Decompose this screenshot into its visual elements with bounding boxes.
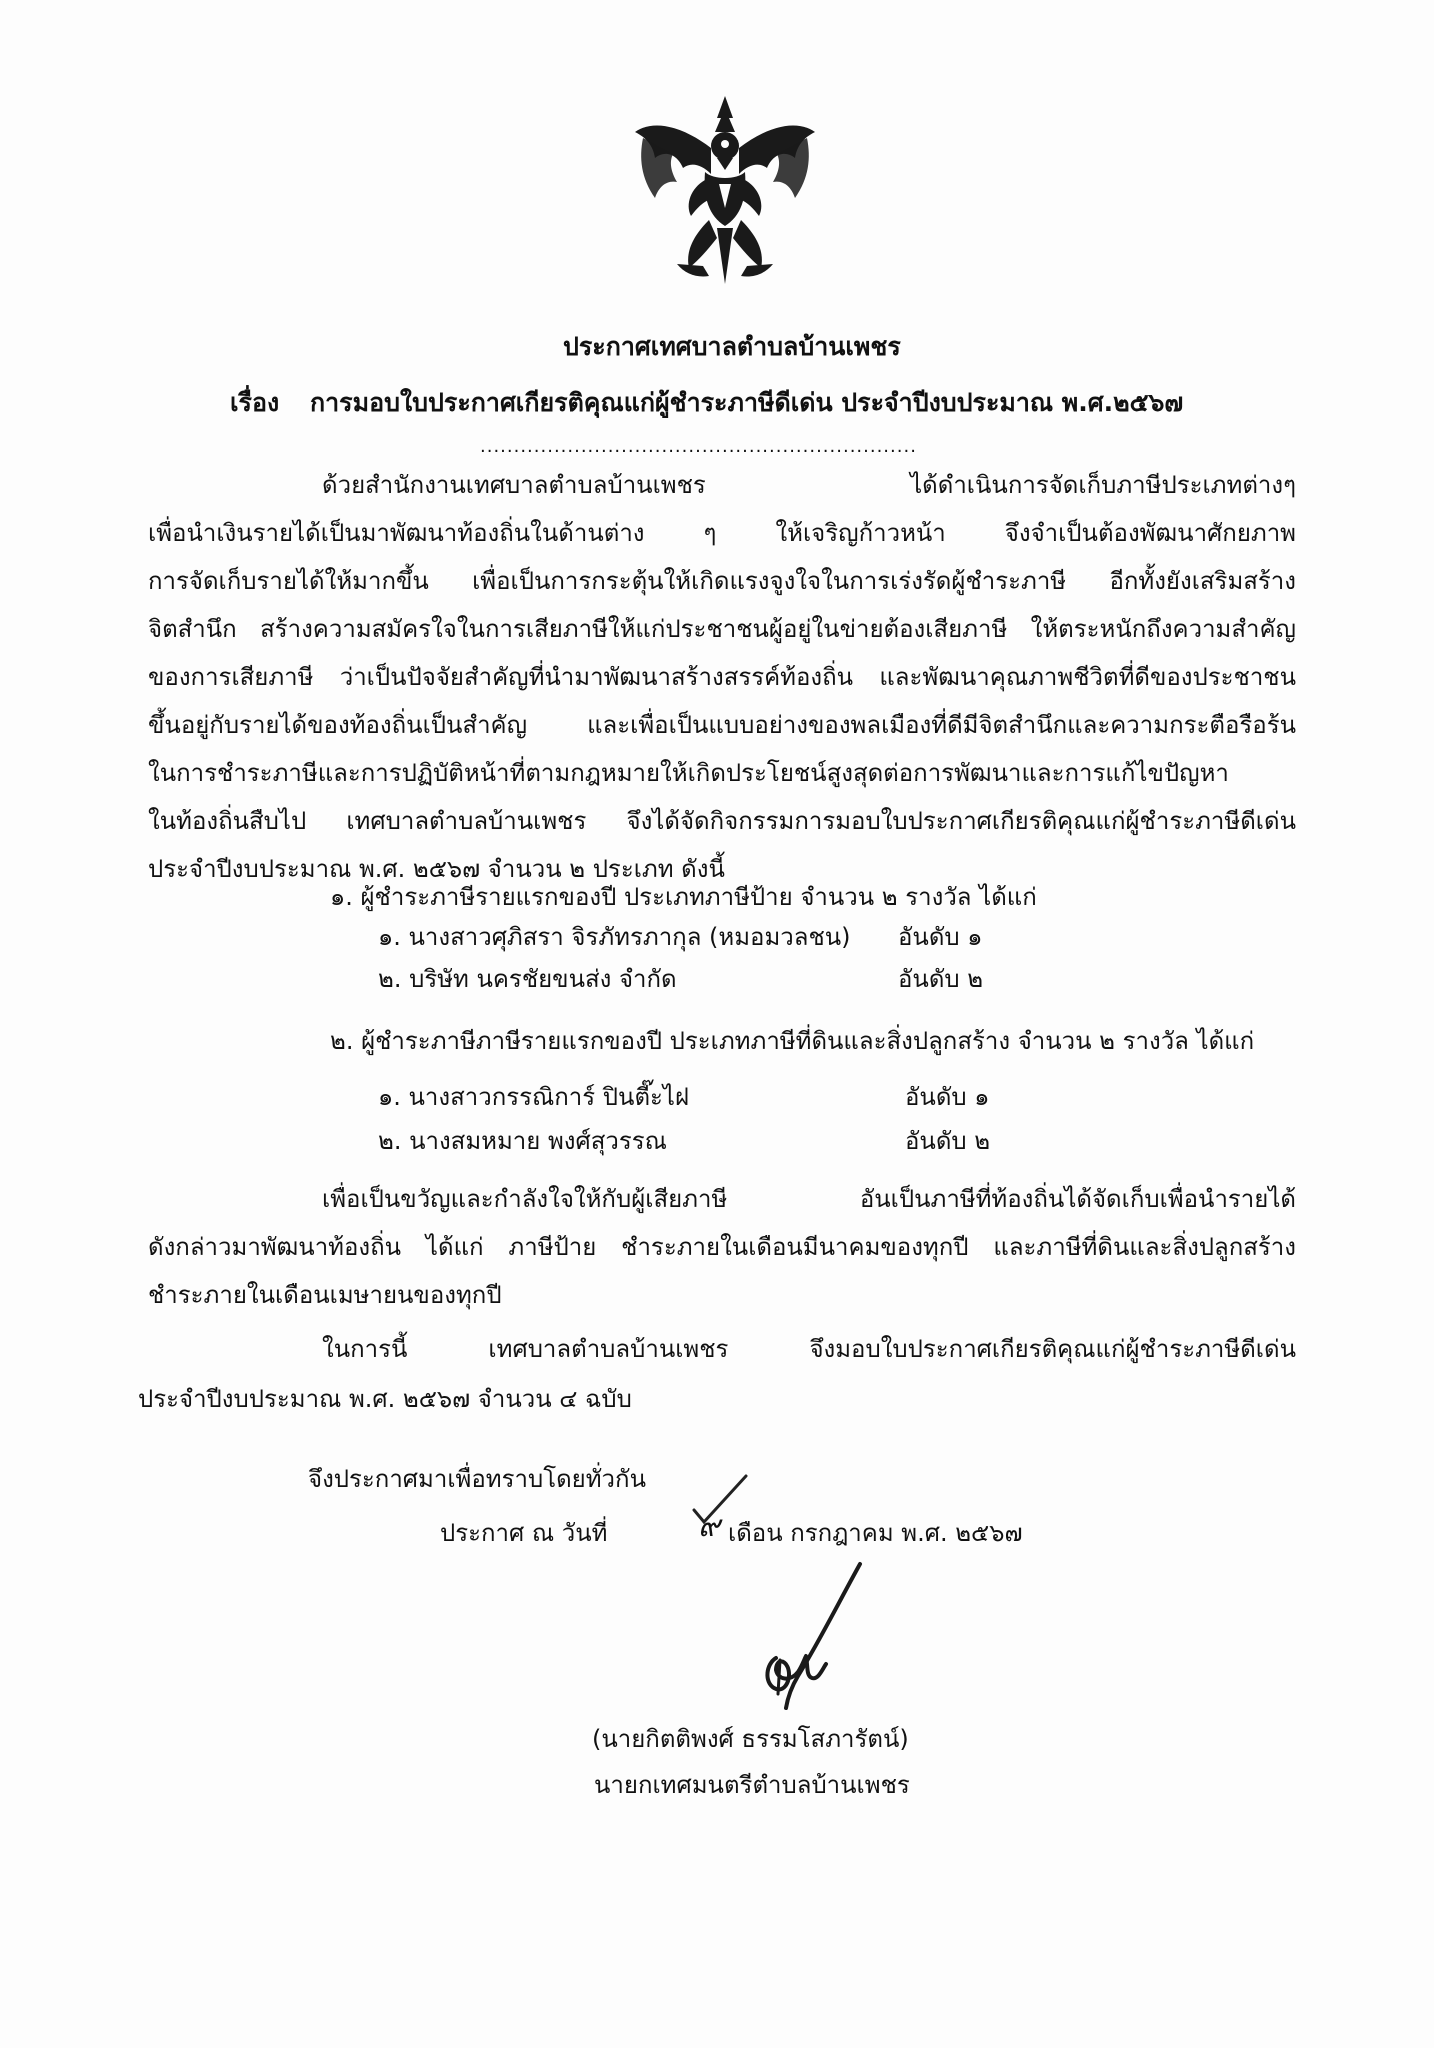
winner-rank: อันดับ ๒ — [905, 1127, 991, 1155]
subject-text: การมอบใบประกาศเกียรติคุณแก่ผู้ชำระภาษีดีเด่น ประจำปีงบประมาณ พ.ศ.๒๕๖๗ — [310, 388, 1184, 417]
intro-line: ขึ้นอยู่กับรายได้ของท้องถิ่นเป็นสำคัญ และเพื่อเป็นแบบอย่างของพลเมืองที่ดีมีจิตสำนึกและความกระตือรือร้น — [148, 711, 1296, 739]
intro-line: ในการชำระภาษีและการปฏิบัติหน้าที่ตามกฎหมายให้เกิดประโยชน์สูงสุดต่อการพัฒนาและการแก้ไขปัญหา — [148, 759, 1229, 787]
date-day: ๙ — [698, 1509, 720, 1544]
winner-rank: อันดับ ๑ — [898, 923, 983, 951]
category-heading: ๑. ผู้ชำระภาษีรายแรกของปี ประเภทภาษีป้าย จำนวน ๒ รางวัล ได้แก่ — [330, 883, 1037, 911]
conclusion-line: ประจำปีงบประมาณ พ.ศ. ๒๕๖๗ จำนวน ๔ ฉบับ — [138, 1385, 632, 1413]
purpose-line: เพื่อเป็นขวัญและกำลังใจให้กับผู้เสียภาษี อันเป็นภาษีที่ท้องถิ่นได้จัดเก็บเพื่อนำรายได้ — [322, 1185, 1296, 1213]
closing-announce: จึงประกาศมาเพื่อทราบโดยทั่วกัน — [308, 1465, 646, 1493]
intro-line: ประจำปีงบประมาณ พ.ศ. ๒๕๖๗ จำนวน ๒ ประเภท ดังนี้ — [148, 855, 725, 883]
winner-name: ๑. นางสาวศุภิสรา จิรภัทรภากุล (หมอมวลชน) — [378, 923, 851, 951]
title-divider: ................................................................. — [480, 436, 917, 457]
purpose-line: ชำระภายในเดือนเมษายนของทุกปี — [148, 1281, 502, 1309]
date-checkmark-icon — [690, 1470, 750, 1530]
garuda-emblem-icon — [625, 88, 825, 288]
signatory-position: นายกเทศมนตรีตำบลบ้านเพชร — [594, 1771, 910, 1799]
intro-line: จิตสำนึก สร้างความสมัครใจในการเสียภาษีให้แก่ประชาชนผู้อยู่ในข่ายต้องเสียภาษี ให้ตระหนักถึงความสำคัญ — [148, 615, 1296, 643]
subject-label: เรื่อง — [230, 388, 280, 417]
winner-name: ๒. บริษัท นครชัยขนส่ง จำกัด — [378, 965, 677, 993]
intro-line: การจัดเก็บรายได้ให้มากขึ้น เพื่อเป็นการกระตุ้นให้เกิดแรงจูงใจในการเร่งรัดผู้ชำระภาษี อีกทั้งยังเสริมสร้าง — [148, 567, 1296, 595]
winner-rank: อันดับ ๑ — [905, 1083, 990, 1111]
purpose-line: ดังกล่าวมาพัฒนาท้องถิ่น ได้แก่ ภาษีป้าย ชำระภายในเดือนมีนาคมของทุกปี และภาษีที่ดินและสิ่งปลูกสร้าง — [148, 1233, 1296, 1261]
winner-rank: อันดับ ๒ — [898, 965, 984, 993]
winner-name: ๒. นางสมหมาย พงศ์สุวรรณ — [378, 1127, 667, 1155]
signature-image — [740, 1560, 880, 1720]
document-title: ประกาศเทศบาลตำบลบ้านเพชร — [563, 332, 901, 361]
winner-name: ๑. นางสาวกรรณิการ์ ปินตี๊ะไฝ — [378, 1083, 690, 1111]
signatory-name: (นายกิตติพงศ์ ธรรมโสภารัตน์) — [592, 1725, 909, 1753]
conclusion-line: ในการนี้ เทศบาลตำบลบ้านเพชร จึงมอบใบประกาศเกียรติคุณแก่ผู้ชำระภาษีดีเด่น — [322, 1335, 1296, 1363]
intro-line: เพื่อนำเงินรายได้เป็นมาพัฒนาท้องถิ่นในด้านต่าง ๆ ให้เจริญก้าวหน้า จึงจำเป็นต้องพัฒนาศักยภาพ — [148, 519, 1296, 547]
intro-line: ในท้องถิ่นสืบไป เทศบาลตำบลบ้านเพชร จึงได้จัดกิจกรรมการมอบใบประกาศเกียรติคุณแก่ผู้ชำระภาษีดีเด่น — [148, 807, 1296, 835]
category-heading: ๒. ผู้ชำระภาษีภาษีรายแรกของปี ประเภทภาษีที่ดินและสิ่งปลูกสร้าง จำนวน ๒ รางวัล ได้แก่ — [330, 1027, 1255, 1055]
date-suffix: เดือน กรกฎาคม พ.ศ. ๒๕๖๗ — [728, 1519, 1023, 1547]
intro-line: ด้วยสำนักงานเทศบาลตำบลบ้านเพชร ได้ดำเนินการจัดเก็บภาษีประเภทต่างๆ — [322, 471, 1296, 499]
intro-line: ของการเสียภาษี ว่าเป็นปัจจัยสำคัญที่นำมาพัฒนาสร้างสรรค์ท้องถิ่น และพัฒนาคุณภาพชีวิตที่ดีของประชาชน — [148, 663, 1296, 691]
date-prefix: ประกาศ ณ วันที่ — [440, 1519, 608, 1547]
